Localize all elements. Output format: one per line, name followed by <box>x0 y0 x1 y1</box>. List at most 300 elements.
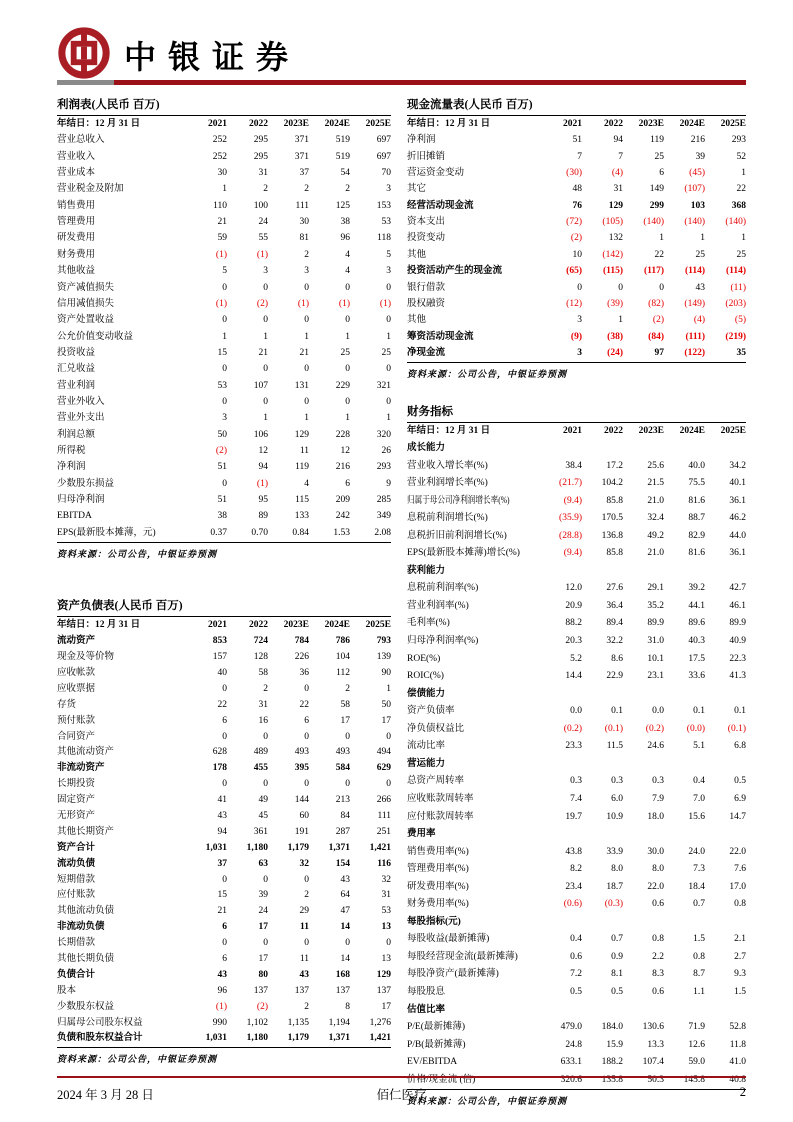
cell-value: (140) <box>725 217 746 228</box>
cell-value: 990 <box>212 1017 227 1028</box>
cell-value: 0 <box>263 779 268 790</box>
section-row <box>407 1002 746 1020</box>
cell-value: 1 <box>700 233 705 244</box>
cell-value: 0 <box>222 874 227 885</box>
row-label: 营业利润 <box>57 380 96 391</box>
cell-value: 41.0 <box>729 1057 746 1068</box>
cell-value: 90 <box>381 667 391 678</box>
table-row <box>407 313 746 329</box>
cell-value: 0.1 <box>734 706 746 717</box>
table-row <box>57 984 391 1000</box>
row-label: 营运资金变动 <box>407 168 465 179</box>
cell-value: (114) <box>684 266 705 277</box>
cell-value: 94 <box>258 462 268 473</box>
header-label: 年结日：12 月 31 日 <box>57 619 141 630</box>
table-row <box>57 968 391 984</box>
table-row <box>407 598 746 616</box>
cell-value: 51 <box>572 135 582 146</box>
cell-value: 7.4 <box>570 793 582 804</box>
cell-value: 38 <box>340 217 350 228</box>
table-row <box>57 682 391 698</box>
cell-value: 58 <box>258 667 268 678</box>
cell-value: (9) <box>570 331 582 342</box>
cell-value: 0 <box>386 938 391 949</box>
cell-value: 178 <box>212 763 227 774</box>
cell-value: 2022 <box>249 118 268 129</box>
cell-value: (0.2) <box>645 723 664 734</box>
cell-value: 129 <box>376 969 391 980</box>
cell-value: 1 <box>386 413 391 424</box>
cell-value: 479.0 <box>560 1022 582 1033</box>
cell-value: 35 <box>736 347 746 358</box>
cell-value: (11) <box>730 282 746 293</box>
cell-value: 15.6 <box>688 811 705 822</box>
cell-value: 793 <box>376 636 391 647</box>
cell-value: 88.7 <box>688 513 705 524</box>
cell-value: 14 <box>340 922 350 933</box>
cell-value: 2 <box>304 890 309 901</box>
row-label: 负债和股东权益合计 <box>57 1033 143 1044</box>
row-label: 信用减值损失 <box>57 298 115 309</box>
table-row <box>407 247 746 263</box>
cell-value: 50.3 <box>647 1074 664 1085</box>
cell-value: 118 <box>377 233 391 244</box>
boc-logo-icon <box>57 26 111 80</box>
row-label: 归母净利润 <box>57 494 105 505</box>
cell-value: (28.8) <box>559 530 582 541</box>
table-row <box>407 738 746 756</box>
cell-value: 88.2 <box>565 618 582 629</box>
table-row <box>407 949 746 967</box>
table-row <box>407 493 746 511</box>
cell-value: 2025E <box>720 118 746 129</box>
financial-indicators-table <box>407 403 746 1107</box>
table-row <box>407 264 746 280</box>
table-row <box>57 872 391 888</box>
cash-flow-table <box>407 96 746 380</box>
cell-value: 22.0 <box>647 881 664 892</box>
table-row <box>57 362 391 378</box>
cell-value: 45 <box>258 810 268 821</box>
table-row <box>407 703 746 721</box>
cell-value: 2022 <box>604 118 623 129</box>
cell-value: (105) <box>602 217 623 228</box>
cell-value: 20.9 <box>565 600 582 611</box>
cell-value: 0.7 <box>693 899 705 910</box>
table-row <box>57 777 391 793</box>
cell-value: 628 <box>212 747 227 758</box>
cell-value: 2 <box>304 184 309 195</box>
cell-value: (2) <box>652 315 664 326</box>
cell-value: 0 <box>263 282 268 293</box>
row-label: 经营活动现金流 <box>407 200 474 211</box>
table-row <box>57 952 391 968</box>
row-label: 应收帐款 <box>57 667 96 678</box>
cell-value: 8.2 <box>570 864 582 875</box>
cell-value: 1.5 <box>734 986 746 997</box>
cell-value: 95 <box>258 494 268 505</box>
cell-value: 489 <box>253 747 268 758</box>
cell-value: 18.7 <box>606 881 623 892</box>
cell-value: 8.7 <box>693 969 705 980</box>
cell-value: 25 <box>654 151 664 162</box>
row-label: 归属母公司股东权益 <box>57 1017 143 1028</box>
section-label: 偿债能力 <box>407 688 446 699</box>
cell-value: 2.2 <box>652 951 664 962</box>
cell-value: 21 <box>299 347 309 358</box>
table-row <box>57 345 391 361</box>
cell-value: 0 <box>345 731 350 742</box>
cell-value: 0.1 <box>693 706 705 717</box>
brand-wordmark: 中银证券 <box>124 38 301 76</box>
cell-value: 7.9 <box>652 793 664 804</box>
cell-value: 145.8 <box>683 1074 705 1085</box>
cell-value: 11 <box>300 922 309 933</box>
row-label: EV/EBITDA <box>407 1057 458 1068</box>
table-row <box>407 510 746 528</box>
table-row <box>57 999 391 1015</box>
cell-value: 320.6 <box>560 1074 582 1085</box>
row-label: 流动资产 <box>57 636 96 647</box>
table-title: 现金流量表(人民币 百万) <box>407 96 746 116</box>
section-label: 每股指标(元) <box>407 916 461 927</box>
cell-value: 2022 <box>249 619 268 630</box>
company-name: 佰仁医疗 <box>376 1088 427 1102</box>
cell-value: 30 <box>217 168 227 179</box>
cell-value: 106 <box>253 429 268 440</box>
report-date: 2024 年 3 月 28 日 <box>57 1088 154 1102</box>
cell-value: 38 <box>217 511 227 522</box>
cell-value: 0.8 <box>734 899 746 910</box>
cell-value: 184.0 <box>601 1022 623 1033</box>
cell-value: (107) <box>684 184 705 195</box>
cell-value: 320 <box>376 429 391 440</box>
cell-value: (38) <box>607 331 623 342</box>
cell-value: 16 <box>258 715 268 726</box>
row-label: 管理费用率(%) <box>407 864 469 875</box>
cell-value: 149 <box>649 184 664 195</box>
cell-value: 111 <box>377 810 391 821</box>
table-row <box>57 825 391 841</box>
cell-value: 0 <box>263 396 268 407</box>
cell-value: 0.6 <box>570 951 582 962</box>
cell-value: 129 <box>294 429 309 440</box>
table-row <box>407 329 746 345</box>
header-label: 年结日：12 月 31 日 <box>57 118 141 129</box>
cell-value: 697 <box>376 151 391 162</box>
row-label: 筹资活动现金流 <box>407 331 474 342</box>
cell-value: 6 <box>304 715 309 726</box>
cell-value: 0.0 <box>570 706 582 717</box>
cell-value: 493 <box>335 747 350 758</box>
cell-value: 51 <box>217 462 227 473</box>
cell-value: (35.9) <box>559 513 582 524</box>
cell-value: 85.8 <box>606 495 623 506</box>
cell-value: 94 <box>613 135 623 146</box>
cell-value: 21 <box>258 347 268 358</box>
cell-value: 23.1 <box>647 671 664 682</box>
cell-value: 8.0 <box>611 864 623 875</box>
cell-value: 293 <box>376 462 391 473</box>
cell-value: 0 <box>618 282 623 293</box>
cell-value: 1,031 <box>205 842 227 853</box>
table-row <box>57 745 391 761</box>
cell-value: 1 <box>263 413 268 424</box>
cell-value: (9.4) <box>563 548 582 559</box>
cell-value: 40 <box>217 667 227 678</box>
cell-value: 0.6 <box>652 986 664 997</box>
cell-value: 25 <box>381 347 391 358</box>
row-label: 研发费用 <box>57 233 96 244</box>
cell-value: 30.0 <box>647 846 664 857</box>
cell-value: 89.9 <box>647 618 664 629</box>
cell-value: 11 <box>299 445 309 456</box>
cell-value: 8.6 <box>611 653 623 664</box>
cell-value: 40.0 <box>688 460 705 471</box>
cell-value: 213 <box>335 795 350 806</box>
section-row <box>407 440 746 458</box>
cell-value: 19.7 <box>565 811 582 822</box>
table-row <box>57 280 391 296</box>
row-label: 净利润 <box>407 135 436 146</box>
cell-value: 1,135 <box>287 1017 309 1028</box>
table-row <box>407 458 746 476</box>
cell-value: 2023E <box>638 118 664 129</box>
cell-value: (1) <box>215 249 227 260</box>
table-row <box>407 844 746 862</box>
cell-value: 0 <box>304 364 309 375</box>
row-label: 投资活动产生的现金流 <box>407 266 503 277</box>
cell-value: 1,102 <box>246 1017 268 1028</box>
table-row <box>57 427 391 443</box>
cell-value: 52 <box>736 151 746 162</box>
cell-value: 2023E <box>283 619 309 630</box>
cell-value: 1,421 <box>369 842 391 853</box>
cell-value: 2 <box>263 683 268 694</box>
table-row <box>407 896 746 914</box>
row-label: 归属于母公司净利润增长率(%) <box>407 495 510 506</box>
table-row <box>57 296 391 312</box>
cell-value: 1,276 <box>369 1017 391 1028</box>
section-label: 成长能力 <box>407 443 446 454</box>
section-row <box>407 914 746 932</box>
cell-value: 33.9 <box>606 846 623 857</box>
cell-value: 3 <box>577 315 582 326</box>
cell-value: 0 <box>304 779 309 790</box>
cell-value: 111 <box>295 200 309 211</box>
cell-value: 371 <box>294 151 309 162</box>
cell-value: 107 <box>253 380 268 391</box>
cell-value: 12.6 <box>688 1039 705 1050</box>
cell-value: (140) <box>684 217 705 228</box>
cell-value: 0.7 <box>611 934 623 945</box>
cell-value: 84 <box>340 810 350 821</box>
cell-value: 25 <box>695 249 705 260</box>
cell-value: 32.2 <box>606 636 623 647</box>
cell-value: 112 <box>336 667 350 678</box>
row-label: 总资产周转率 <box>407 776 465 787</box>
cell-value: (45) <box>689 168 705 179</box>
cell-value: 2 <box>263 184 268 195</box>
cell-value: 60 <box>299 810 309 821</box>
cell-value: 4 <box>345 249 350 260</box>
table-row <box>407 984 746 1002</box>
cell-value: 0.4 <box>693 776 705 787</box>
cell-value: (72) <box>566 217 582 228</box>
cell-value: 0.4 <box>570 934 582 945</box>
cell-value: 1 <box>263 331 268 342</box>
cell-value: 43 <box>217 810 227 821</box>
cell-value: 0 <box>304 396 309 407</box>
table-header-row <box>407 116 746 133</box>
row-label: 财务费用 <box>57 249 96 260</box>
cell-value: 229 <box>335 380 350 391</box>
cell-value: 36.4 <box>606 600 623 611</box>
row-label: 合同资产 <box>57 731 96 742</box>
row-label: 所得税 <box>57 445 86 456</box>
cell-value: 12.0 <box>565 583 582 594</box>
row-label: 其他长期资产 <box>57 826 115 837</box>
cell-value: 15 <box>217 347 227 358</box>
table-header-row <box>407 423 746 440</box>
cell-value: (203) <box>725 298 746 309</box>
row-label: 流动比率 <box>407 741 446 752</box>
cell-value: (0.3) <box>604 899 623 910</box>
cell-value: 17.5 <box>688 653 705 664</box>
cell-value: 15 <box>217 890 227 901</box>
cell-value: 103 <box>690 200 705 211</box>
cell-value: 59 <box>217 233 227 244</box>
cell-value: 46.1 <box>729 600 746 611</box>
row-label: 资产负债率 <box>407 706 455 717</box>
table-row <box>57 666 391 682</box>
cell-value: 0 <box>222 478 227 489</box>
cell-value: 3 <box>386 184 391 195</box>
cell-value: 2 <box>345 184 350 195</box>
cell-value: (5) <box>734 315 746 326</box>
row-label: 每股股息 <box>407 986 446 997</box>
cell-value: (0.6) <box>563 899 582 910</box>
cell-value: 0.5 <box>611 986 623 997</box>
cell-value: 135.8 <box>601 1074 623 1085</box>
row-label: 银行借款 <box>407 282 446 293</box>
table-row <box>407 215 746 231</box>
row-label: 财务费用率(%) <box>407 899 469 910</box>
cell-value: 30 <box>299 217 309 228</box>
cell-value: 133 <box>294 511 309 522</box>
cell-value: 1.5 <box>693 934 705 945</box>
cell-value: 1,031 <box>205 1033 227 1044</box>
section-label: 费用率 <box>407 829 436 840</box>
cell-value: 137 <box>294 985 309 996</box>
row-label: 应收账款周转率 <box>407 793 474 804</box>
income-statement-table <box>57 96 391 560</box>
cell-value: 0 <box>222 396 227 407</box>
cell-value: 42.7 <box>729 583 746 594</box>
cell-value: 7.6 <box>734 864 746 875</box>
row-label: 营业成本 <box>57 168 96 179</box>
cell-value: (1) <box>379 298 391 309</box>
cell-value: 43 <box>695 282 705 293</box>
row-label: 其他 <box>407 249 427 260</box>
cell-value: 50 <box>217 429 227 440</box>
cell-value: 46.2 <box>729 513 746 524</box>
cell-value: 97 <box>654 347 664 358</box>
table-row <box>57 313 391 329</box>
cell-value: 21 <box>217 906 227 917</box>
cell-value: 188.2 <box>601 1057 623 1068</box>
table-row <box>57 856 391 872</box>
cell-value: 170.5 <box>601 513 623 524</box>
cell-value: 0 <box>304 315 309 326</box>
cell-value: 5.2 <box>570 653 582 664</box>
cell-value: 96 <box>340 233 350 244</box>
cell-value: 9 <box>386 478 391 489</box>
row-label: 营业利润增长率(%) <box>407 478 488 489</box>
cell-value: 24.8 <box>565 1039 582 1050</box>
row-label: 其它 <box>407 184 427 195</box>
cell-value: 107.4 <box>642 1057 664 1068</box>
cell-value: 8.1 <box>611 969 623 980</box>
cell-value: 0 <box>386 396 391 407</box>
cell-value: 37 <box>299 168 309 179</box>
cell-value: 52.8 <box>729 1022 746 1033</box>
cell-value: (65) <box>566 266 582 277</box>
cell-value: 168 <box>335 969 350 980</box>
cell-value: 0 <box>304 874 309 885</box>
cell-value: 104 <box>335 652 350 663</box>
cell-value: 191 <box>294 826 309 837</box>
cell-value: 295 <box>253 151 268 162</box>
cell-value: 3 <box>577 347 582 358</box>
cell-value: 0 <box>263 938 268 949</box>
cell-value: 0.0 <box>652 706 664 717</box>
row-label: 少数股东权益 <box>57 1001 115 1012</box>
row-label: 营业收入 <box>57 151 96 162</box>
cell-value: 22 <box>299 699 309 710</box>
cell-value: 81.6 <box>688 548 705 559</box>
cell-value: 144 <box>294 795 309 806</box>
cell-value: 0 <box>304 731 309 742</box>
cell-value: 40.3 <box>688 636 705 647</box>
row-label: 每股经营现金流(最新摊薄) <box>407 951 518 962</box>
cell-value: 1 <box>741 168 746 179</box>
row-label: 短期借款 <box>57 874 96 885</box>
cell-value: 0.3 <box>570 776 582 787</box>
cell-value: 31 <box>258 699 268 710</box>
cell-value: 493 <box>294 747 309 758</box>
cell-value: 154 <box>335 858 350 869</box>
table-row <box>57 460 391 476</box>
row-label: 营业利润率(%) <box>407 600 469 611</box>
cell-value: 21.0 <box>647 548 664 559</box>
section-row <box>407 756 746 774</box>
cell-value: (149) <box>684 298 705 309</box>
row-label: 其他流动资产 <box>57 747 115 758</box>
header-divider <box>57 80 746 85</box>
table-row <box>407 296 746 312</box>
cell-value: 6 <box>222 715 227 726</box>
cell-value: 6 <box>345 478 350 489</box>
table-row <box>57 182 391 198</box>
table-row <box>57 1031 391 1047</box>
cell-value: 285 <box>376 494 391 505</box>
table-row <box>407 966 746 984</box>
row-label: 少数股东损益 <box>57 478 115 489</box>
table-row <box>57 198 391 214</box>
row-label: 应收票据 <box>57 683 96 694</box>
table-row <box>57 888 391 904</box>
